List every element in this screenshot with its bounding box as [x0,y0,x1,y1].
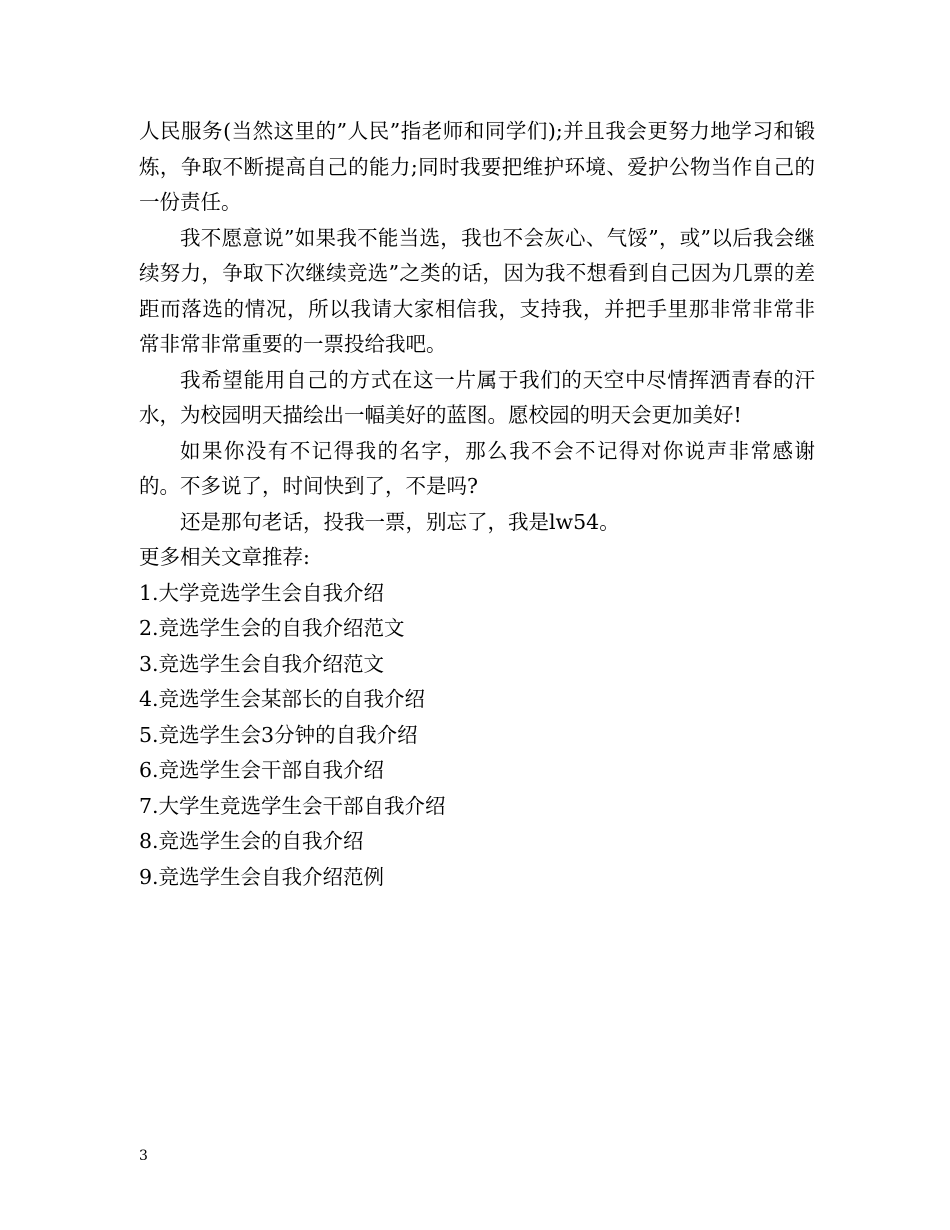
paragraph-4: 如果你没有不记得我的名字，那么我不会不记得对你说声非常感谢的。不多说了，时间快到了，不是吗? [139,438,815,498]
paragraph-2: 我不愿意说”如果我不能当选，我也不会灰心、气馁”，或”以后我会继续努力，争取下次继续竞选”之类的话，因为我不想看到自己因为几票的差距而落选的情况，所以我请大家相信我，支持我，并把手里那非常非常非常非常非常重要的一票投给我吧。 [139,225,815,356]
related-articles-list [139,576,815,896]
related-article-item: 3.竞选学生会自我介绍范文 [139,651,385,676]
related-article-item: 6.竞选学生会干部自我介绍 [139,758,385,782]
page-number: 3 [139,1148,148,1164]
related-article-item: 5.竞选学生会3分钟的自我介绍 [139,722,418,747]
paragraph-3: 我希望能用自己的方式在这一片属于我们的天空中尽情挥洒青春的汗水，为校园明天描绘出一幅美好的蓝图。愿校园的明天会更加美好! [139,367,815,427]
page-content [139,114,815,895]
related-article-item: 9.竞选学生会自我介绍范例 [139,864,385,889]
related-article-item: 7.大学生竞选学生会干部自我介绍 [139,793,446,818]
paragraph-5: 还是那句老话，投我一票，别忘了，我是lw54。 [180,509,620,534]
related-article-item: 4.竞选学生会某部长的自我介绍 [139,687,426,711]
related-article-item: 1.大学竞选学生会自我介绍 [139,580,385,605]
related-article-item: 8.竞选学生会的自我介绍 [139,829,364,853]
related-articles-heading: 更多相关文章推荐: [139,545,310,569]
related-article-item: 2.竞选学生会的自我介绍范文 [139,616,405,640]
paragraph-1: 人民服务(当然这里的”人民”指老师和同学们);并且我会更努力地学习和锻炼，争取不断提高自己的能力;同时我要把维护环境、爱护公物当作自己的一份责任。 [139,119,815,214]
